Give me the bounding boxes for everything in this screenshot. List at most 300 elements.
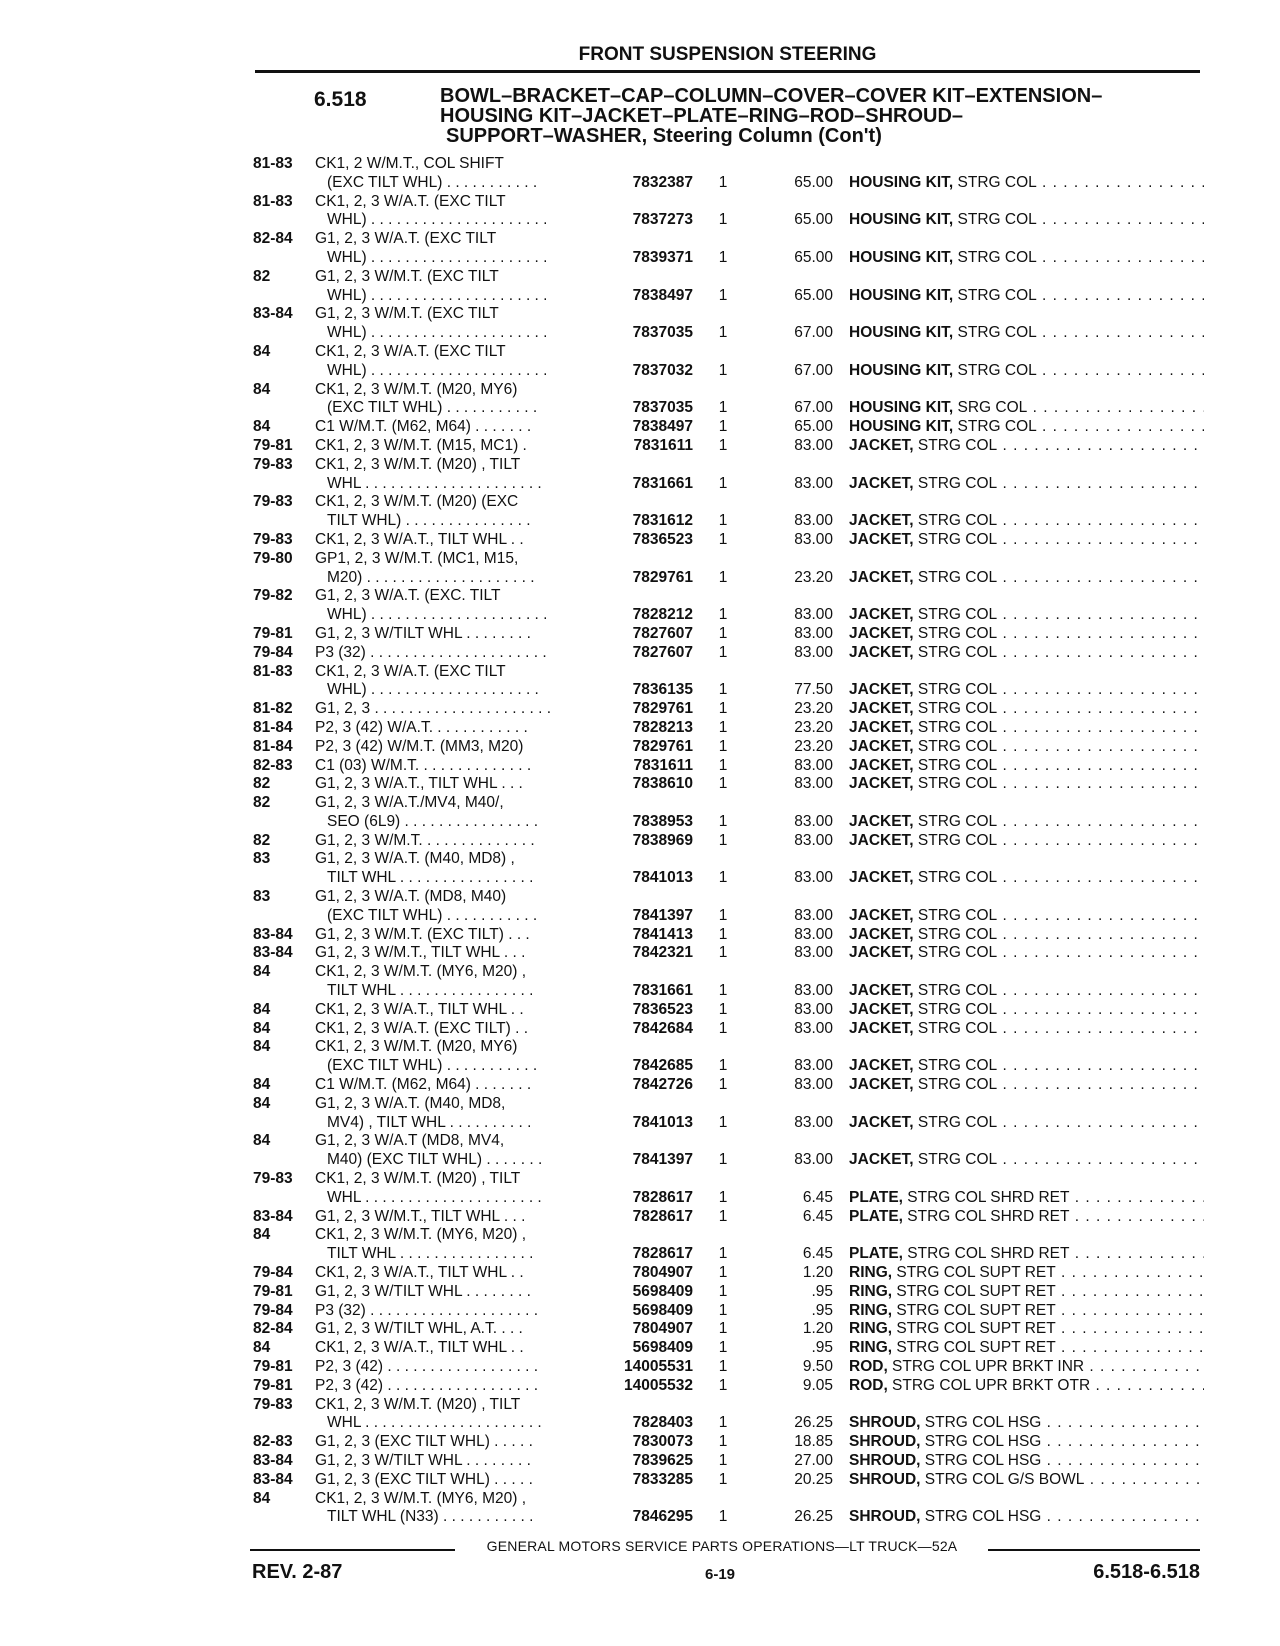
part-number: 7842321 bbox=[632, 944, 693, 962]
part-row bbox=[253, 1490, 1203, 1528]
quantity: 1 bbox=[718, 512, 728, 530]
part-row bbox=[253, 1377, 1203, 1396]
quantity: 1 bbox=[718, 1282, 728, 1300]
parts-list bbox=[253, 155, 1203, 1527]
part-name bbox=[849, 512, 1204, 531]
part-row bbox=[253, 1283, 1203, 1302]
part-name-rest: STRG COL bbox=[913, 718, 998, 736]
part-name-rest: STRG COL bbox=[953, 173, 1037, 191]
model-years: 81-82 bbox=[253, 700, 293, 718]
application-line-2: WHL) . . . . . . . . . . . . . . . . . . . . bbox=[327, 681, 539, 699]
part-name bbox=[849, 1208, 1204, 1227]
part-name-bold: JACKET, bbox=[849, 1151, 914, 1169]
part-number: 7827607 bbox=[632, 624, 693, 642]
part-name-rest: STRG COL bbox=[913, 624, 998, 642]
part-row bbox=[253, 1320, 1203, 1339]
part-number: 7842684 bbox=[632, 1019, 693, 1037]
part-name-rest: STRG COL bbox=[913, 944, 998, 962]
part-name bbox=[849, 625, 1204, 644]
part-name-bold: HOUSING KIT, bbox=[849, 399, 954, 417]
part-name bbox=[849, 1151, 1204, 1170]
part-name-rest: STRG COL HSG bbox=[920, 1433, 1042, 1451]
part-name-bold: SHROUD, bbox=[849, 1470, 921, 1488]
price: 65.00 bbox=[794, 286, 833, 304]
part-row bbox=[253, 550, 1203, 588]
part-name-bold: JACKET, bbox=[849, 756, 914, 774]
part-name-rest: STRG COL bbox=[913, 512, 998, 530]
quantity: 1 bbox=[718, 1151, 728, 1169]
part-number: 7839625 bbox=[632, 1451, 693, 1469]
part-name-rest: STRG COL bbox=[913, 812, 998, 830]
part-number: 7837035 bbox=[632, 399, 693, 417]
part-number: 7829761 bbox=[632, 568, 693, 586]
price: 67.00 bbox=[794, 399, 833, 417]
application-line-1: G1, 2, 3 W/M.T. (EXC TILT) . . . bbox=[315, 925, 530, 943]
part-name-rest: STRG COL SHRD RET bbox=[902, 1188, 1070, 1206]
part-number: 7838497 bbox=[632, 418, 693, 436]
revision-label: REV. 2-87 bbox=[252, 1561, 343, 1583]
price: 83.00 bbox=[794, 606, 833, 624]
part-name bbox=[849, 287, 1204, 306]
part-name-bold: JACKET, bbox=[849, 1057, 914, 1075]
part-name-rest: STRG COL SUPT RET bbox=[892, 1339, 1056, 1357]
part-name-bold: HOUSING KIT, bbox=[849, 324, 954, 342]
part-name bbox=[849, 1358, 1204, 1377]
application-line-2: TILT WHL . . . . . . . . . . . . . . . . bbox=[327, 982, 534, 1000]
application-line-1: C1 W/M.T. (M62, M64) . . . . . . . bbox=[315, 418, 532, 436]
part-name-rest: STRG COL HSG bbox=[920, 1414, 1042, 1432]
application-line-1: CK1, 2, 3 W/A.T., TILT WHL . . bbox=[315, 530, 524, 548]
part-number: 7804907 bbox=[632, 1320, 693, 1338]
part-name-bold: RING, bbox=[849, 1339, 893, 1357]
part-name-rest: STRG COL bbox=[913, 906, 998, 924]
part-name bbox=[849, 775, 1204, 794]
quantity: 1 bbox=[718, 418, 728, 436]
quantity: 1 bbox=[718, 756, 728, 774]
part-name-rest: STRG COL bbox=[913, 1000, 998, 1018]
part-number: 7829761 bbox=[632, 737, 693, 755]
quantity: 1 bbox=[718, 1076, 728, 1094]
price: 6.45 bbox=[802, 1207, 833, 1225]
quantity: 1 bbox=[718, 1470, 728, 1488]
part-name-rest: STRG COL HSG bbox=[920, 1508, 1042, 1526]
part-name bbox=[849, 1001, 1204, 1020]
part-name bbox=[849, 211, 1204, 230]
application-line-1: C1 (03) W/M.T. . . . . . . . . . . . . . bbox=[315, 756, 532, 774]
part-row bbox=[253, 1302, 1203, 1321]
price: 83.00 bbox=[794, 643, 833, 661]
part-name bbox=[849, 944, 1204, 963]
model-years: 81-83 bbox=[253, 155, 293, 172]
part-row bbox=[253, 587, 1203, 625]
part-number: 7829761 bbox=[632, 700, 693, 718]
application-line-2: (EXC TILT WHL) . . . . . . . . . . . bbox=[327, 906, 538, 924]
model-years: 84 bbox=[253, 963, 271, 981]
price: 77.50 bbox=[794, 681, 833, 699]
part-row bbox=[253, 757, 1203, 776]
part-number: 7828213 bbox=[632, 718, 693, 736]
model-years: 84 bbox=[253, 1094, 271, 1112]
application-line-1: CK1, 2, 3 W/M.T. (MY6, M20) , bbox=[315, 1226, 527, 1244]
part-number: 7831611 bbox=[633, 756, 693, 774]
part-row bbox=[253, 493, 1203, 531]
quantity: 1 bbox=[718, 173, 728, 191]
part-row bbox=[253, 1208, 1203, 1227]
part-name bbox=[849, 399, 1204, 418]
application-line-1: CK1, 2, 3 W/M.T. (M20) (EXC bbox=[315, 493, 519, 511]
part-name bbox=[849, 362, 1204, 381]
quantity: 1 bbox=[718, 944, 728, 962]
price: 23.20 bbox=[794, 568, 833, 586]
part-name-bold: PLATE, bbox=[849, 1207, 903, 1225]
part-number: 7841397 bbox=[632, 906, 693, 924]
price: 83.00 bbox=[794, 775, 833, 793]
model-years: 84 bbox=[253, 380, 271, 398]
quantity: 1 bbox=[718, 624, 728, 642]
application-line-1: G1, 2, 3 W/A.T. (MD8, M40) bbox=[315, 888, 507, 906]
application-line-1: G1, 2, 3 (EXC TILT WHL) . . . . . bbox=[315, 1470, 533, 1488]
part-name-bold: RING, bbox=[849, 1264, 893, 1282]
part-name bbox=[849, 982, 1204, 1001]
part-row bbox=[253, 456, 1203, 494]
part-row bbox=[253, 625, 1203, 644]
model-years: 79-83 bbox=[253, 530, 293, 548]
quantity: 1 bbox=[718, 248, 728, 266]
quantity: 1 bbox=[718, 681, 728, 699]
part-row bbox=[253, 418, 1203, 437]
quantity: 1 bbox=[718, 812, 728, 830]
part-name-bold: ROD, bbox=[849, 1358, 888, 1375]
application-line-1: P2, 3 (42) . . . . . . . . . . . . . . . . . . bbox=[315, 1358, 539, 1375]
part-name bbox=[849, 324, 1204, 343]
part-name-bold: ROD, bbox=[849, 1376, 888, 1394]
model-years: 82-83 bbox=[253, 756, 293, 774]
section-title-line-3: SUPPORT–WASHER, Steering Column (Con't) bbox=[446, 125, 882, 147]
part-number: 7833285 bbox=[632, 1470, 693, 1488]
part-number: 7838969 bbox=[632, 831, 693, 849]
part-name-rest: SRG COL bbox=[953, 399, 1028, 417]
part-number: 5698409 bbox=[632, 1301, 693, 1319]
part-row bbox=[253, 850, 1203, 888]
section-range: 6.518-6.518 bbox=[1093, 1561, 1200, 1583]
footer-publisher: GENERAL MOTORS SERVICE PARTS OPERATIONS—LT TRUCK—52A bbox=[486, 1538, 958, 1554]
application-line-1: G1, 2, 3 W/A.T. (EXC. TILT bbox=[315, 587, 501, 605]
model-years: 82 bbox=[253, 267, 271, 285]
part-name bbox=[849, 475, 1204, 494]
price: 83.00 bbox=[794, 474, 833, 492]
part-number: 7846295 bbox=[632, 1508, 693, 1526]
application-line-1: CK1, 2, 3 W/A.T., TILT WHL . . bbox=[315, 1339, 524, 1357]
model-years: 79-84 bbox=[253, 1264, 293, 1282]
part-name bbox=[849, 1433, 1204, 1452]
quantity: 1 bbox=[718, 1320, 728, 1338]
part-name-rest: STRG COL bbox=[913, 831, 998, 849]
part-row bbox=[253, 531, 1203, 550]
part-row bbox=[253, 1264, 1203, 1283]
part-name-rest: STRG COL bbox=[913, 1076, 998, 1094]
application-line-1: GP1, 2, 3 W/M.T. (MC1, M15, bbox=[315, 549, 519, 567]
part-name bbox=[849, 418, 1204, 437]
part-name bbox=[849, 681, 1204, 700]
price: 83.00 bbox=[794, 436, 833, 454]
part-row bbox=[253, 888, 1203, 926]
price: 83.00 bbox=[794, 1151, 833, 1169]
model-years: 79-83 bbox=[253, 493, 293, 511]
part-name bbox=[849, 813, 1204, 832]
part-name bbox=[849, 1189, 1204, 1208]
application-line-1: G1, 2, 3 W/A.T./MV4, M40/, bbox=[315, 794, 504, 812]
page-number: 6-19 bbox=[704, 1566, 736, 1583]
part-number: 5698409 bbox=[632, 1339, 693, 1357]
application-line-2: WHL . . . . . . . . . . . . . . . . . . . . . bbox=[327, 1414, 542, 1432]
price: 6.45 bbox=[802, 1245, 833, 1263]
part-row bbox=[253, 1020, 1203, 1039]
quantity: 1 bbox=[718, 286, 728, 304]
part-name-bold: HOUSING KIT, bbox=[849, 173, 954, 191]
part-name bbox=[849, 644, 1204, 663]
application-line-1: G1, 2, 3 W/A.T. (EXC TILT bbox=[315, 230, 497, 248]
part-name bbox=[849, 1414, 1204, 1433]
application-line-1: G1, 2, 3 W/TILT WHL . . . . . . . . bbox=[315, 1451, 531, 1469]
part-name-rest: STRG COL SHRD RET bbox=[902, 1245, 1070, 1263]
application-line-1: G1, 2, 3 W/A.T., TILT WHL . . . bbox=[315, 775, 523, 793]
application-line-2: SEO (6L9) . . . . . . . . . . . . . . . . bbox=[327, 812, 539, 830]
quantity: 1 bbox=[718, 718, 728, 736]
part-row bbox=[253, 1095, 1203, 1133]
part-name-rest: STRG COL bbox=[913, 681, 998, 699]
price: 83.00 bbox=[794, 831, 833, 849]
part-name-bold: HOUSING KIT, bbox=[849, 418, 954, 436]
quantity: 1 bbox=[718, 1264, 728, 1282]
price: 83.00 bbox=[794, 869, 833, 887]
model-years: 79-81 bbox=[253, 1358, 293, 1375]
part-name-bold: JACKET, bbox=[849, 606, 914, 624]
part-name-rest: STRG COL bbox=[913, 643, 998, 661]
part-number: 7831612 bbox=[632, 512, 693, 530]
quantity: 1 bbox=[718, 1000, 728, 1018]
part-number: 7828617 bbox=[632, 1188, 693, 1206]
part-name-bold: SHROUD, bbox=[849, 1508, 921, 1526]
part-name bbox=[849, 1264, 1204, 1283]
model-years: 83 bbox=[253, 850, 271, 868]
part-row bbox=[253, 663, 1203, 701]
part-row bbox=[253, 926, 1203, 945]
price: 83.00 bbox=[794, 982, 833, 1000]
quantity: 1 bbox=[718, 1301, 728, 1319]
part-name bbox=[849, 1302, 1204, 1321]
application-line-2: WHL . . . . . . . . . . . . . . . . . . . . . bbox=[327, 474, 542, 492]
part-number: 7827607 bbox=[632, 643, 693, 661]
application-line-1: CK1, 2 W/M.T., COL SHIFT bbox=[315, 155, 504, 172]
model-years: 82-83 bbox=[253, 1433, 293, 1451]
part-name-bold: JACKET, bbox=[849, 1113, 914, 1131]
quantity: 1 bbox=[718, 474, 728, 492]
part-name-bold: JACKET, bbox=[849, 1019, 914, 1037]
price: 18.85 bbox=[794, 1433, 833, 1451]
part-row bbox=[253, 1339, 1203, 1358]
model-years: 83-84 bbox=[253, 925, 293, 943]
application-line-1: CK1, 2, 3 W/A.T. (EXC TILT bbox=[315, 342, 506, 360]
part-row bbox=[253, 1433, 1203, 1452]
part-name-bold: HOUSING KIT, bbox=[849, 248, 954, 266]
section-title bbox=[440, 86, 1200, 146]
part-number: 7841397 bbox=[632, 1151, 693, 1169]
quantity: 1 bbox=[718, 925, 728, 943]
part-number: 7837273 bbox=[632, 211, 693, 229]
application-line-1: CK1, 2, 3 W/A.T., TILT WHL . . bbox=[315, 1264, 524, 1282]
model-years: 81-83 bbox=[253, 192, 293, 210]
application-line-2: WHL) . . . . . . . . . . . . . . . . . . . . . bbox=[327, 286, 548, 304]
application-line-1: G1, 2, 3 W/M.T. . . . . . . . . . . . . . bbox=[315, 831, 535, 849]
part-row bbox=[253, 1471, 1203, 1490]
application-line-2: WHL) . . . . . . . . . . . . . . . . . . . . . bbox=[327, 606, 548, 624]
footer-rule-right bbox=[988, 1549, 1200, 1551]
part-name bbox=[849, 1471, 1204, 1490]
part-name-bold: SHROUD, bbox=[849, 1433, 921, 1451]
price: 20.25 bbox=[794, 1470, 833, 1488]
part-name-rest: STRG COL bbox=[913, 606, 998, 624]
quantity: 1 bbox=[718, 1358, 728, 1375]
part-row bbox=[253, 1076, 1203, 1095]
model-years: 84 bbox=[253, 418, 271, 436]
model-years: 79-81 bbox=[253, 1282, 293, 1300]
model-years: 79-84 bbox=[253, 1301, 293, 1319]
price: 83.00 bbox=[794, 1057, 833, 1075]
part-number: 7831611 bbox=[633, 436, 693, 454]
price: 83.00 bbox=[794, 530, 833, 548]
part-number: 7838610 bbox=[632, 775, 693, 793]
part-row bbox=[253, 1452, 1203, 1471]
quantity: 1 bbox=[718, 1376, 728, 1394]
part-name-rest: STRG COL bbox=[913, 436, 998, 454]
application-line-1: G1, 2, 3 W/A.T. (M40, MD8) , bbox=[315, 850, 515, 868]
model-years: 84 bbox=[253, 1076, 271, 1094]
quantity: 1 bbox=[718, 211, 728, 229]
application-line-1: CK1, 2, 3 W/M.T. (M20) , TILT bbox=[315, 1170, 521, 1188]
application-line-1: P2, 3 (42) W/A.T. . . . . . . . . . . . bbox=[315, 718, 528, 736]
part-row bbox=[253, 738, 1203, 757]
part-name-bold: JACKET, bbox=[849, 812, 914, 830]
quantity: 1 bbox=[718, 1245, 728, 1263]
quantity: 1 bbox=[718, 436, 728, 454]
part-name bbox=[849, 531, 1204, 550]
price: 9.50 bbox=[802, 1358, 833, 1375]
application-line-1: CK1, 2, 3 W/A.T., TILT WHL . . bbox=[315, 1000, 524, 1018]
part-name-rest: STRG COL bbox=[953, 361, 1037, 379]
quantity: 1 bbox=[718, 982, 728, 1000]
part-name bbox=[849, 1245, 1204, 1264]
header-rule bbox=[255, 70, 1200, 73]
part-name-bold: JACKET, bbox=[849, 700, 914, 718]
section-title-line-1: BOWL–BRACKET–CAP–COLUMN–COVER–COVER KIT–EXTENSION– bbox=[440, 85, 1103, 107]
model-years: 84 bbox=[253, 1019, 271, 1037]
part-name-rest: STRG COL bbox=[913, 1019, 998, 1037]
price: 23.20 bbox=[794, 700, 833, 718]
part-name-rest: STRG COL bbox=[913, 1057, 998, 1075]
model-years: 83-84 bbox=[253, 305, 293, 323]
price: 27.00 bbox=[794, 1451, 833, 1469]
part-number: 7842685 bbox=[632, 1057, 693, 1075]
part-row bbox=[253, 1001, 1203, 1020]
part-name-bold: JACKET, bbox=[849, 681, 914, 699]
model-years: 79-82 bbox=[253, 587, 293, 605]
part-name bbox=[849, 1339, 1204, 1358]
application-line-1: CK1, 2, 3 W/A.T. (EXC TILT bbox=[315, 662, 506, 680]
model-years: 84 bbox=[253, 1339, 271, 1357]
model-years: 84 bbox=[253, 1132, 271, 1150]
part-name bbox=[849, 1283, 1204, 1302]
quantity: 1 bbox=[718, 606, 728, 624]
price: 83.00 bbox=[794, 512, 833, 530]
application-line-2: WHL . . . . . . . . . . . . . . . . . . . . . bbox=[327, 1188, 542, 1206]
part-name-bold: JACKET, bbox=[849, 775, 914, 793]
part-number: 7838497 bbox=[632, 286, 693, 304]
model-years: 84 bbox=[253, 1000, 271, 1018]
part-name-bold: JACKET, bbox=[849, 1076, 914, 1094]
part-name-rest: STRG COL bbox=[953, 286, 1037, 304]
application-line-2: WHL) . . . . . . . . . . . . . . . . . . . . . bbox=[327, 324, 548, 342]
price: 26.25 bbox=[794, 1508, 833, 1526]
quantity: 1 bbox=[718, 700, 728, 718]
quantity: 1 bbox=[718, 906, 728, 924]
model-years: 79-83 bbox=[253, 455, 293, 473]
part-row bbox=[253, 343, 1203, 381]
application-line-1: CK1, 2, 3 W/M.T. (MY6, M20) , bbox=[315, 963, 527, 981]
part-name-rest: STRG COL bbox=[953, 248, 1037, 266]
part-name-bold: HOUSING KIT, bbox=[849, 361, 954, 379]
part-name bbox=[849, 249, 1204, 268]
part-number: 7842726 bbox=[632, 1076, 693, 1094]
price: 83.00 bbox=[794, 756, 833, 774]
part-name-bold: SHROUD, bbox=[849, 1414, 921, 1432]
application-line-1: P3 (32) . . . . . . . . . . . . . . . . . . . . . bbox=[315, 643, 547, 661]
application-line-1: G1, 2, 3 W/A.T (MD8, MV4, bbox=[315, 1132, 505, 1150]
part-name-bold: JACKET, bbox=[849, 512, 914, 530]
application-line-1: CK1, 2, 3 W/M.T. (M20, MY6) bbox=[315, 1038, 518, 1056]
model-years: 83-84 bbox=[253, 1451, 293, 1469]
application-line-1: G1, 2, 3 W/TILT WHL, A.T. . . . bbox=[315, 1320, 523, 1338]
part-number: 7838953 bbox=[632, 812, 693, 830]
part-row bbox=[253, 700, 1203, 719]
part-name bbox=[849, 738, 1204, 757]
application-line-1: CK1, 2, 3 W/M.T. (M20) , TILT bbox=[315, 1395, 521, 1413]
price: 67.00 bbox=[794, 361, 833, 379]
price: 83.00 bbox=[794, 1076, 833, 1094]
quantity: 1 bbox=[718, 361, 728, 379]
part-name-bold: PLATE, bbox=[849, 1188, 903, 1206]
part-number: 7831661 bbox=[632, 982, 693, 1000]
part-number: 7836135 bbox=[632, 681, 693, 699]
part-name bbox=[849, 907, 1204, 926]
application-line-1: CK1, 2, 3 W/M.T. (M20) , TILT bbox=[315, 455, 521, 473]
quantity: 1 bbox=[718, 1451, 728, 1469]
part-name bbox=[849, 569, 1204, 588]
quantity: 1 bbox=[718, 1508, 728, 1526]
price: 6.45 bbox=[802, 1188, 833, 1206]
application-line-1: P3 (32) . . . . . . . . . . . . . . . . . . . . bbox=[315, 1301, 539, 1319]
model-years: 79-84 bbox=[253, 643, 293, 661]
part-row bbox=[253, 230, 1203, 268]
model-years: 79-80 bbox=[253, 549, 293, 567]
model-years: 84 bbox=[253, 1038, 271, 1056]
model-years: 79-83 bbox=[253, 1170, 293, 1188]
quantity: 1 bbox=[718, 324, 728, 342]
part-row bbox=[253, 832, 1203, 851]
part-name-bold: JACKET, bbox=[849, 568, 914, 586]
part-number: 7828403 bbox=[632, 1414, 693, 1432]
quantity: 1 bbox=[718, 1339, 728, 1357]
part-name-bold: JACKET, bbox=[849, 982, 914, 1000]
